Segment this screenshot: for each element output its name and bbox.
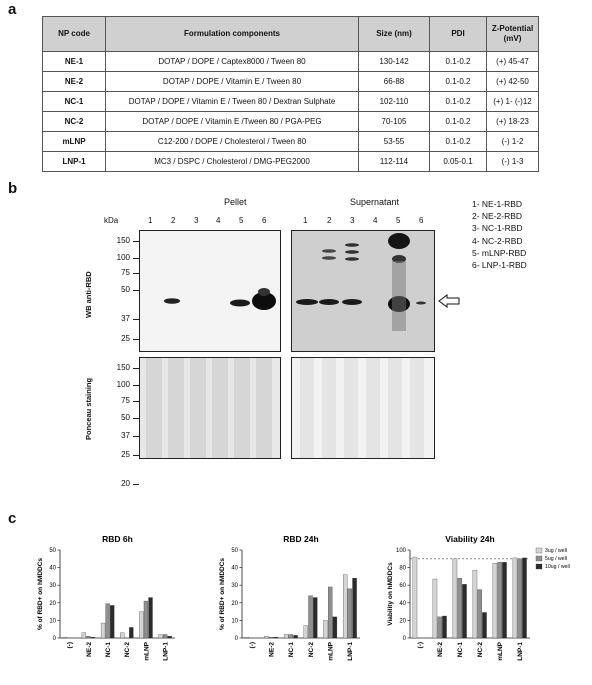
bar (458, 578, 462, 638)
bar (328, 587, 332, 638)
formulation-table (42, 16, 539, 172)
chart-title: Viability 24h (445, 534, 495, 544)
mw-marker-label: 75 (121, 396, 130, 405)
lane-legend (472, 198, 527, 271)
pellet-ponceau-lanes (140, 358, 280, 458)
size-cell: 70-105 (359, 112, 430, 132)
bar (101, 623, 105, 638)
bar (353, 578, 357, 638)
mw-marker-label: 20 (121, 479, 130, 488)
mw-tick (133, 385, 139, 386)
bar (462, 584, 466, 638)
panel-a-letter: a (8, 1, 17, 18)
y-axis-title: Viability on hMDDCs (387, 562, 394, 626)
bar (129, 627, 133, 638)
bar (110, 605, 114, 638)
pellet-title: Pellet (224, 197, 247, 207)
y-tick-label: 100 (395, 548, 406, 554)
zeta-cell: (+) 45-47 (487, 52, 539, 72)
supernatant-lane-number: 2 (327, 216, 332, 225)
table-header-row (43, 17, 539, 52)
zeta-cell: (+) 1- (-)12 (487, 92, 539, 112)
size-cell: 102-110 (359, 92, 430, 112)
x-tick-label: (-) (66, 642, 74, 649)
header-pdi: PDI (430, 17, 487, 52)
pdi-cell: 0.1-0.2 (430, 112, 487, 132)
lane-legend-item: 5- mLNP-RBD (472, 247, 527, 258)
x-tick-label: (-) (417, 642, 424, 649)
bar (264, 636, 268, 638)
kda-label: kDa (104, 216, 119, 225)
supernatant-ponceau-stain (291, 357, 435, 459)
size-cell: 130-142 (359, 52, 430, 72)
mw-tick (133, 455, 139, 456)
lane-legend-item: 6- LNP-1-RBD (472, 260, 527, 271)
formulation-cell: DOTAP / DOPE / Vitamin E / Tween 80 (106, 72, 359, 92)
supernatant-bands (292, 231, 434, 351)
arrow-icon (438, 294, 460, 308)
wb-axis-label: WB anti-RBD (84, 271, 93, 318)
np-code-cell: NE-1 (43, 52, 106, 72)
zeta-cell: (-) 1-2 (487, 132, 539, 152)
y-tick-label: 20 (399, 618, 406, 625)
pdi-cell: 0.1-0.2 (430, 52, 487, 72)
size-cell: 66-88 (359, 72, 430, 92)
mw-marker-label: 150 (116, 363, 130, 372)
x-tick-label: (-) (248, 642, 256, 649)
y-tick-label: 80 (399, 565, 406, 572)
formulation-cell: MC3 / DSPC / Cholesterol / DMG-PEG2000 (106, 152, 359, 172)
mw-tick (133, 436, 139, 437)
x-tick-label: LNP-1 (517, 642, 524, 661)
bar (289, 634, 293, 638)
y-axis-title: % of RBD+ on hMDDCs (219, 557, 226, 631)
formulation-cell: DOTAP / DOPE / Vitamin E / Tween 80 / Dextran Sulphate (106, 92, 359, 112)
x-tick-label: NC-1 (104, 642, 112, 658)
pdi-cell: 0.1-0.2 (430, 132, 487, 152)
supernatant-lane-number: 5 (396, 216, 401, 225)
mw-marker-label: 37 (121, 431, 130, 440)
bar-chart-3 (380, 532, 590, 685)
zeta-cell: (-) 1-3 (487, 152, 539, 172)
supernatant-western-blot (291, 230, 435, 352)
bar (493, 563, 497, 638)
mw-marker-label: 50 (121, 413, 130, 422)
x-tick-label: NC-2 (124, 642, 132, 658)
y-tick-label: 40 (49, 565, 56, 572)
y-tick-label: 0 (402, 636, 406, 642)
mw-tick (133, 368, 139, 369)
y-tick-label: 10 (231, 618, 238, 625)
supernatant-lane-number: 1 (303, 216, 308, 225)
lane-legend-item: 1- NE-1-RBD (472, 199, 523, 209)
np-code-cell: NE-2 (43, 72, 106, 92)
bar (438, 617, 442, 638)
table-row (43, 92, 539, 112)
header-np-code: NP code (43, 17, 106, 52)
mw-marker-label: 75 (121, 268, 130, 277)
bar (139, 612, 143, 638)
x-tick-label: NE-2 (85, 642, 93, 657)
y-axis-title: % of RBD+ on hMDDCs (37, 557, 44, 631)
np-code-cell: LNP-1 (43, 152, 106, 172)
table-row (43, 112, 539, 132)
chart-title: RBD 6h (102, 534, 133, 544)
bar (120, 633, 124, 638)
bar (522, 558, 526, 638)
x-tick-label: NE-2 (268, 642, 276, 657)
bar (453, 559, 457, 638)
supernatant-lane-number: 6 (419, 216, 424, 225)
size-cell: 53-55 (359, 132, 430, 152)
mw-marker-label: 25 (121, 334, 130, 343)
header-size: Size (nm) (359, 17, 430, 52)
bar (82, 633, 86, 638)
bar (413, 557, 417, 638)
lane-legend-item: 4- NC-2-RBD (472, 235, 523, 246)
bar (284, 634, 288, 638)
bar (294, 635, 298, 638)
y-tick-label: 10 (49, 618, 56, 625)
formulation-cell: DOTAP / DOPE / Vitamin E /Tween 80 / PGA-PEG (106, 112, 359, 132)
pellet-bands (140, 231, 280, 351)
bar (313, 598, 317, 638)
bar-chart-2 (212, 532, 364, 685)
pdi-cell: 0.1-0.2 (430, 92, 487, 112)
x-tick-label: LNP-1 (347, 642, 355, 661)
mw-marker-label: 50 (121, 285, 130, 294)
bar (274, 637, 278, 638)
legend-label: 3ug / well (545, 548, 567, 554)
y-tick-label: 50 (231, 548, 238, 554)
y-tick-label: 50 (49, 548, 56, 554)
bar (442, 616, 446, 638)
table-row (43, 152, 539, 172)
bar (163, 634, 167, 638)
mw-marker-label: 100 (116, 253, 130, 262)
bar-chart-1 (30, 532, 180, 685)
pellet-lane-number: 6 (262, 216, 267, 225)
x-tick-label: NE-2 (437, 642, 444, 657)
pellet-lane-number: 2 (171, 216, 176, 225)
bar (304, 626, 308, 638)
mw-tick (133, 401, 139, 402)
y-tick-label: 0 (52, 636, 56, 642)
panel-b-letter: b (8, 180, 18, 197)
pdi-cell: 0.1-0.2 (430, 72, 487, 92)
np-code-cell: NC-1 (43, 92, 106, 112)
mw-tick (133, 418, 139, 419)
mw-marker-label: 37 (121, 314, 130, 323)
bar (518, 559, 522, 638)
legend-swatch (536, 548, 542, 553)
y-tick-label: 30 (231, 583, 238, 590)
np-code-cell: NC-2 (43, 112, 106, 132)
x-tick-label: NC-2 (477, 642, 484, 658)
y-tick-label: 0 (234, 636, 238, 642)
pellet-western-blot (139, 230, 281, 352)
mw-marker-label: 25 (121, 450, 130, 459)
panel-c-letter: c (8, 510, 17, 527)
bar (308, 596, 312, 638)
bar (478, 590, 482, 638)
legend-label: 10ug / well (545, 564, 570, 570)
y-tick-label: 60 (399, 583, 406, 590)
ponceau-axis-label: Ponceau staining (84, 377, 93, 440)
header-zeta: Z-Potential (mV) (487, 17, 539, 52)
bar (144, 601, 148, 638)
bar (343, 575, 347, 638)
legend-swatch (536, 564, 542, 569)
pellet-lane-number: 4 (216, 216, 221, 225)
formulation-cell: C12-200 / DOPE / Cholesterol / Tween 80 (106, 132, 359, 152)
pellet-lane-number: 3 (194, 216, 199, 225)
mw-tick (133, 290, 139, 291)
mw-tick (133, 241, 139, 242)
zeta-cell: (+) 42-50 (487, 72, 539, 92)
x-tick-label: NC-1 (457, 642, 464, 658)
bar (63, 637, 67, 638)
lane-legend-item: 3- NC-1-RBD (472, 223, 523, 234)
bar (498, 562, 502, 638)
y-tick-label: 30 (49, 583, 56, 590)
legend-swatch (536, 556, 542, 561)
pellet-ponceau-stain (139, 357, 281, 459)
mw-marker-label: 100 (116, 380, 130, 389)
bar (86, 636, 90, 638)
legend-label: 5ug / well (545, 556, 567, 562)
bar (323, 620, 327, 638)
pdi-cell: 0.05-0.1 (430, 152, 487, 172)
supernatant-lane-number: 4 (373, 216, 378, 225)
pellet-lane-number: 1 (148, 216, 153, 225)
supernatant-lane-number: 3 (350, 216, 355, 225)
lane-legend-item: 2- NE-2-RBD (472, 211, 523, 222)
x-tick-label: LNP-1 (162, 642, 170, 661)
mw-tick (133, 339, 139, 340)
mw-tick (133, 319, 139, 320)
bar (245, 637, 249, 638)
bar (91, 637, 95, 638)
np-code-cell: mLNP (43, 132, 106, 152)
x-tick-label: mLNP (327, 642, 335, 661)
bar (348, 589, 352, 638)
y-tick-label: 40 (399, 600, 406, 607)
bar (149, 598, 153, 638)
bar (269, 637, 273, 638)
mw-tick (133, 273, 139, 274)
x-tick-label: mLNP (497, 642, 504, 661)
zeta-cell: (+) 18-23 (487, 112, 539, 132)
table-row (43, 132, 539, 152)
x-tick-label: NC-2 (307, 642, 315, 658)
table-row (43, 52, 539, 72)
bar (433, 579, 437, 638)
bar (482, 612, 486, 638)
size-cell: 112-114 (359, 152, 430, 172)
chart-title: RBD 24h (283, 534, 319, 544)
bar (168, 636, 172, 638)
pellet-lane-number: 5 (239, 216, 244, 225)
bar (513, 558, 517, 638)
mw-tick (133, 258, 139, 259)
bar (159, 634, 163, 638)
formulation-cell: DOTAP / DOPE / Captex8000 / Tween 80 (106, 52, 359, 72)
bar (502, 562, 506, 638)
supernatant-ponceau-lanes (292, 358, 434, 458)
header-formulation: Formulation components (106, 17, 359, 52)
supernatant-title: Supernatant (350, 197, 400, 207)
y-tick-label: 40 (231, 565, 238, 572)
y-tick-label: 20 (231, 600, 238, 607)
bar (333, 617, 337, 638)
mw-marker-label: 150 (116, 236, 130, 245)
x-tick-label: NC-1 (288, 642, 296, 658)
bar (106, 604, 110, 638)
x-tick-label: mLNP (143, 642, 151, 661)
bar (473, 570, 477, 638)
y-tick-label: 20 (49, 600, 56, 607)
table-row (43, 72, 539, 92)
mw-tick (133, 484, 139, 485)
